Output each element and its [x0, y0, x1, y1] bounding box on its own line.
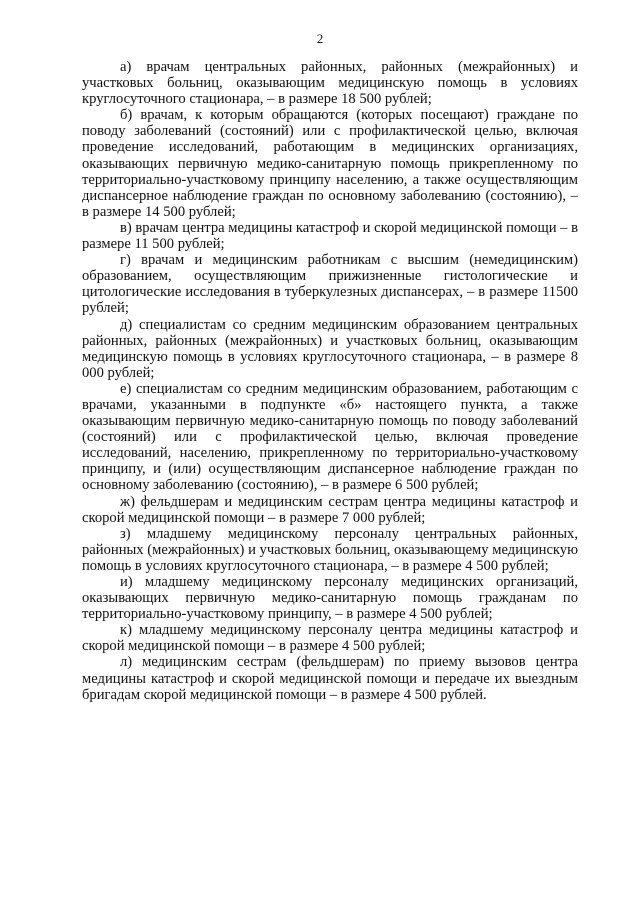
page-number: 2: [316, 31, 324, 46]
paragraph-a: а) врачам центральных районных, районных (межрайонных) и участковых больниц, оказывающим медицинскую помощь в условиях круглосуточного стационара, – в размере 18 500 рублей;: [82, 59, 578, 108]
paragraph-e: е) специалистам со средним медицинским образованием, работающим с врачами, указанными в подпункте «б» настоящего пункта, а также оказывающим первичную медико-санитарную помощь по поводу заболеваний (состояний) или с профилактической целью, включая проведение исследований, населению, прикрепленному по территориально-участковому принципу, и (или) осуществляющим диспансерное наблюдение граждан по основному заболеванию (состоянию), – в размере 6 500 рублей;: [82, 380, 578, 494]
paragraph-d: д) специалистам со средним медицинским образованием центральных районных, районных (межрайонных) и участковых больниц, оказывающим медицинскую помощь в условиях круглосуточного стационара, – в размере 8 000 рублей;: [82, 316, 578, 381]
paragraph-b: б) врачам, к которым обращаются (которых посещают) граждане по поводу заболеваний (состояний) или с профилактической целью, включая проведение исследований, работающим в медицинских организациях, оказывающих первичную медико-санитарную помощь прикрепленному по территориально-участковому принципу населению, а также осуществляющим диспансерное наблюдение граждан по основному заболеванию (состоянию), – в размере 14 500 рублей;: [82, 107, 578, 220]
document-body: [82, 59, 578, 703]
paragraph-g: г) врачам и медицинским работникам с высшим (немедицинским) образованием, осуществляющим прижизненные гистологические и цитологические исследования в туберкулезных диспансерах, – в размере 11500 рублей;: [82, 252, 578, 317]
paragraph-z: з) младшему медицинскому персоналу центральных районных, районных (межрайонных) и участковых больниц, оказывающему медицинскую помощь в условиях круглосуточного стационара, – в размере 4 500 рублей;: [82, 525, 578, 574]
paragraph-i: и) младшему медицинскому персоналу медицинских организаций, оказывающих первичную медико-санитарную помощь гражданам по территориально-участковому принципу, – в размере 4 500 рублей;: [82, 574, 578, 623]
paragraph-l: л) медицинским сестрам (фельдшерам) по приему вызовов центра медицины катастроф и скорой медицинской помощи и передаче их выездным бригадам скорой медицинской помощи – в размере 4 500 рублей.: [82, 654, 578, 703]
paragraph-v: в) врачам центра медицины катастроф и скорой медицинской помощи – в размере 11 500 рублей;: [82, 219, 578, 253]
paragraph-zh: ж) фельдшерам и медицинским сестрам центра медицины катастроф и скорой медицинской помощи – в размере 7 000 рублей;: [82, 493, 578, 526]
paragraph-k: к) младшему медицинскому персоналу центра медицины катастроф и скорой медицинской помощи – в размере 4 500 рублей;: [82, 622, 578, 655]
